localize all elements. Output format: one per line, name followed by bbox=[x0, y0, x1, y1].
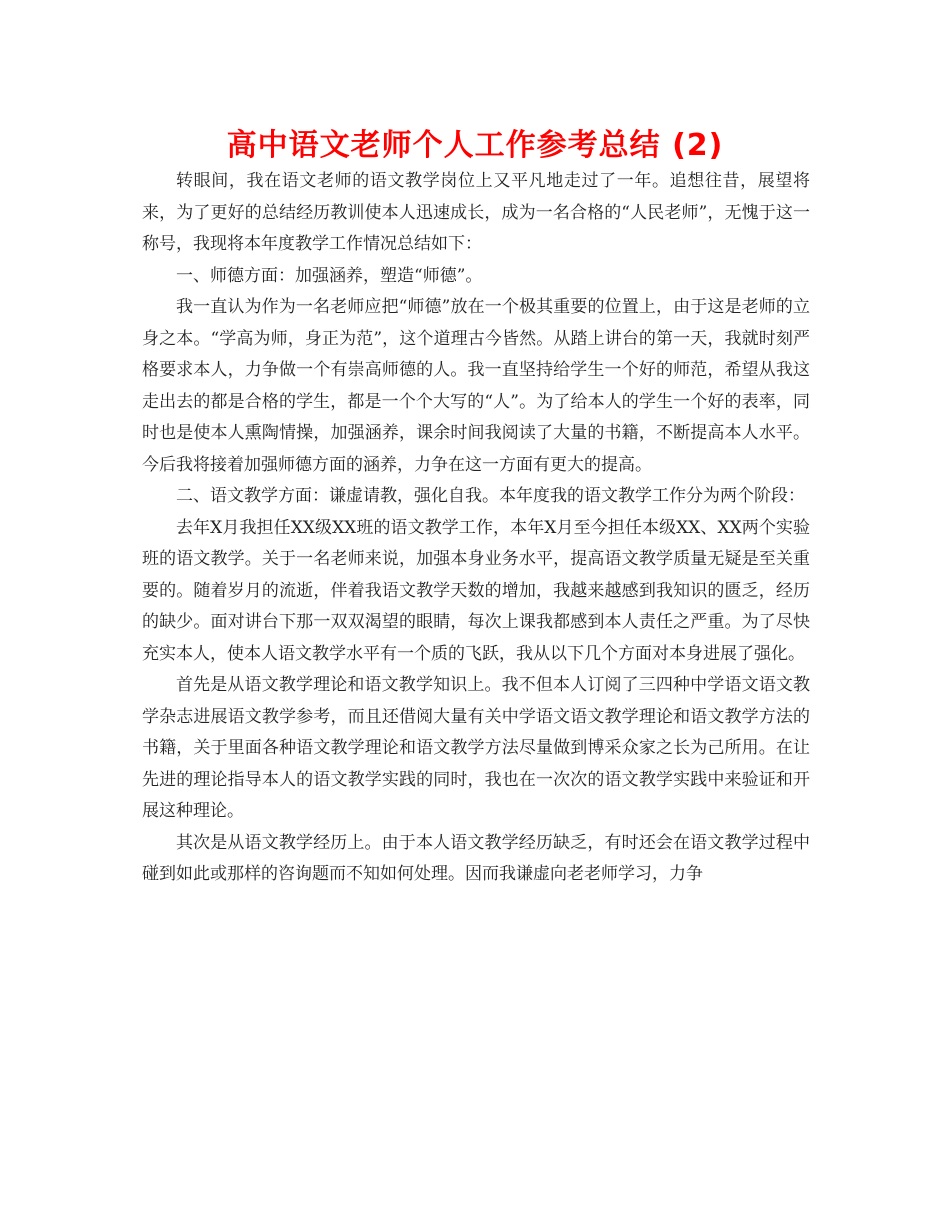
paragraph-experience: 其次是从语文教学经历上。由于本人语文教学经历缺乏，有时还会在语文教学过程中碰到如此或那样的咨询题而不知如何处理。因而我谦虚向老老师学习，力争 bbox=[142, 832, 810, 884]
paragraph-intro: 转眼间，我在语文老师的语文教学岗位上又平凡地走过了一年。追想往昔，展望将来，为了更好的总结经历教训使本人迅速成长，成为一名合格的“人民老师”，无愧于这一称号，我现将本年度教学工作情况总结如下： bbox=[142, 171, 810, 254]
section-heading-teaching: 二、语文教学方面：谦虚请教，强化自我。本年度我的语文教学工作分为两个阶段： bbox=[176, 486, 805, 506]
paragraph-ethics: 我一直认为作为一名老师应把“师德”放在一个极其重要的位置上，由于这是老师的立身之本。“学高为师，身正为范”，这个道理古今皆然。从踏上讲台的第一天，我就时刻严格要求本人，力争做一个有崇高师德的人。我一直坚持给学生一个好的师范，希望从我这走出去的都是合格的学生，都是一个个大写的“人”。为了给本人的学生一个好的表率，同时也是使本人熏陶情操，加强涵养，课余时间我阅读了大量的书籍，不断提高本人水平。今后我将接着加强师德方面的涵养，力争在这一方面有更大的提高。 bbox=[142, 297, 810, 475]
document-title: 高中语文老师个人工作参考总结 (2) bbox=[226, 128, 724, 163]
document-body bbox=[142, 166, 810, 891]
paragraph-teaching-stages: 去年X月我担任XX级XX班的语文教学工作，本年X月至今担任本级XX、XX两个实验班的语文教学。关于一名老师来说，加强本身业务水平，提高语文教学质量无疑是至关重要的。随着岁月的流逝，伴着我语文教学天数的增加，我越来越感到我知识的匮乏，经历的缺少。面对讲台下那一双双渴望的眼睛，每次上课我都感到本人责任之严重。为了尽快充实本人，使本人语文教学水平有一个质的飞跃，我从以下几个方面对本身进展了强化。 bbox=[142, 517, 810, 664]
section-heading-ethics: 一、师德方面：加强涵养，塑造“师德”。 bbox=[176, 265, 483, 286]
paragraph-theory: 首先是从语文教学理论和语文教学知识上。我不但本人订阅了三四种中学语文语文教学杂志进展语文教学参考，而且还借阅大量有关中学语文语文教学理论和语文教学方法的书籍，关于里面各种语文教学理论和语文教学方法尽量做到博采众家之长为己所用。在让先进的理论指导本人的语文教学实践的同时，我也在一次次的语文教学实践中来验证和开展这种理论。 bbox=[142, 675, 810, 821]
